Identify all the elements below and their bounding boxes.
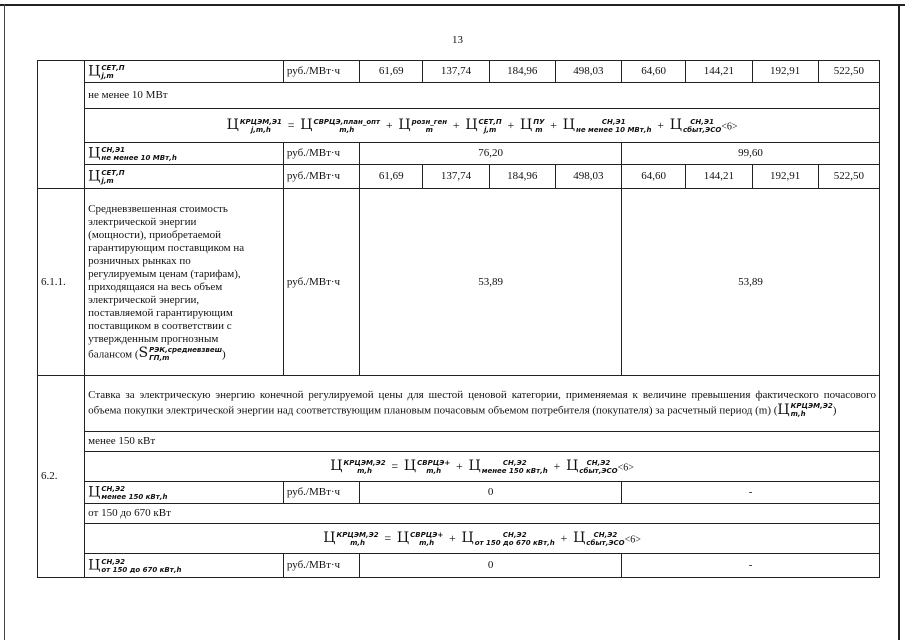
- description-line: розничных рынках по: [88, 254, 191, 267]
- description-line: электрической энергии: [88, 215, 197, 228]
- description-line: регулируемым ценам (тарифам),: [88, 267, 241, 280]
- formula-e2-150-670: Ц КРЦЭМ,Э2 m,h = Ц СВРЦЭ+ m,h + Ц СН,Э2 от 150 до 670 кВт,h + Ц СН,Э2 сбыт,ЭСО <6>: [85, 524, 880, 554]
- value-cell: 137,74: [423, 165, 489, 189]
- value-cell: 192,91: [752, 61, 818, 83]
- description-line: Средневзвешенная стоимость: [88, 202, 228, 215]
- table-row: [38, 189, 880, 376]
- value-cell: -: [622, 482, 880, 504]
- value-cell: -: [622, 554, 880, 578]
- value-cell: 192,91: [752, 165, 818, 189]
- unit-cell: руб./МВт·ч: [283, 61, 359, 83]
- table-row: [38, 524, 880, 554]
- row-number-empty: [38, 61, 85, 189]
- unit-cell: руб./МВт·ч: [283, 554, 359, 578]
- description-line: электрической энергии,: [88, 293, 200, 306]
- subgroup-label: не менее 10 МВт: [85, 83, 880, 109]
- formula-e2-less-150: Ц КРЦЭМ,Э2 m,h = Ц СВРЦЭ+ m,h + Ц СН,Э2 менее 150 кВт,h + Ц СН,Э2 сбыт,ЭСО <6>: [85, 452, 880, 482]
- page-number: 13: [452, 34, 463, 46]
- subgroup-label: от 150 до 670 кВт: [85, 504, 880, 524]
- table-row: [38, 452, 880, 482]
- description-line: утвержденным прогнозным: [88, 332, 219, 345]
- table-row: [38, 61, 880, 83]
- description-line: (мощности), приобретаемой: [88, 228, 221, 241]
- description-line: гарантирующим поставщиком на: [88, 241, 245, 254]
- value-cell: 498,03: [555, 61, 621, 83]
- value-cell: 76,20: [360, 143, 622, 165]
- symbol-sn-e2-less-150: Ц СН,Э2 менее 150 кВт,h: [85, 482, 284, 504]
- table-row: [38, 482, 880, 504]
- item-62-description: Ставка за электрическую энергию конечной регулируемой цены для шестой ценовой категории, применяемая к величине превышения фактического почасового объема покупки электрической энергии над соответствующим плановым почасовым объемом потребителя (покупателя) за расчетный период (m) (Ц КРЦЭМ,Э2 m,h ): [85, 376, 880, 432]
- table-row: [38, 504, 880, 524]
- unit-cell: руб./МВт·ч: [283, 165, 359, 189]
- item-number: 6.2.: [38, 376, 85, 578]
- value-cell: 184,96: [489, 61, 555, 83]
- page-border-right: [898, 4, 900, 640]
- page-border-top: [0, 4, 905, 6]
- value-cell: 522,50: [818, 61, 879, 83]
- value-cell: 0: [360, 482, 622, 504]
- table-row: [38, 376, 880, 432]
- value-cell: 144,21: [686, 165, 752, 189]
- value-cell: 99,60: [622, 143, 880, 165]
- value-cell: 61,69: [360, 165, 423, 189]
- item-description: [85, 189, 284, 376]
- symbol-set-p: Ц СЕТ,П j,m: [85, 61, 284, 83]
- unit-cell: руб./МВт·ч: [283, 482, 359, 504]
- value-cell: 0: [360, 554, 622, 578]
- value-cell: 53,89: [360, 189, 622, 376]
- value-cell: 53,89: [622, 189, 880, 376]
- value-cell: 522,50: [818, 165, 879, 189]
- value-cell: 137,74: [423, 61, 489, 83]
- symbol-set-p: Ц СЕТ,П j,m: [85, 165, 284, 189]
- table-row: [38, 432, 880, 452]
- unit-cell: руб./МВт·ч: [283, 189, 359, 376]
- item-number: 6.1.1.: [38, 189, 85, 376]
- description-line: поставляемой гарантирующим: [88, 306, 233, 319]
- subgroup-label: менее 150 кВт: [85, 432, 880, 452]
- value-cell: 144,21: [686, 61, 752, 83]
- table-row: [38, 83, 880, 109]
- value-cell: 184,96: [489, 165, 555, 189]
- formula-e1: Ц КРЦЭМ,Э1 j,m,h = Ц СВРЦЭ,план_опт m,h + Ц розн_ген m + Ц СЕТ,П j,m + Ц ПУ m + Ц СН,Э1 не менее 10 МВт,h + Ц СН,Э1 сбыт,ЭСО <6>: [85, 109, 880, 143]
- page-border-left: [4, 4, 5, 640]
- description-line: приходящаяся на весь объем: [88, 280, 223, 293]
- description-line: поставщиком в соответствии с: [88, 319, 232, 332]
- table-row: [38, 554, 880, 578]
- value-cell: 498,03: [555, 165, 621, 189]
- value-cell: 61,69: [360, 61, 423, 83]
- value-cell: 64,60: [622, 165, 686, 189]
- table-row: [38, 165, 880, 189]
- symbol-sn-e2-150-670: Ц СН,Э2 от 150 до 670 кВт,h: [85, 554, 284, 578]
- table-row: [38, 143, 880, 165]
- unit-cell: руб./МВт·ч: [283, 143, 359, 165]
- value-cell: 64,60: [622, 61, 686, 83]
- tariff-table: [37, 60, 880, 578]
- table-row: [38, 109, 880, 143]
- symbol-sn-e1: Ц СН,Э1 не менее 10 МВт,h: [85, 143, 284, 165]
- description-line: балансом (S РЭК,средневзвеш ГП,m ): [88, 345, 226, 362]
